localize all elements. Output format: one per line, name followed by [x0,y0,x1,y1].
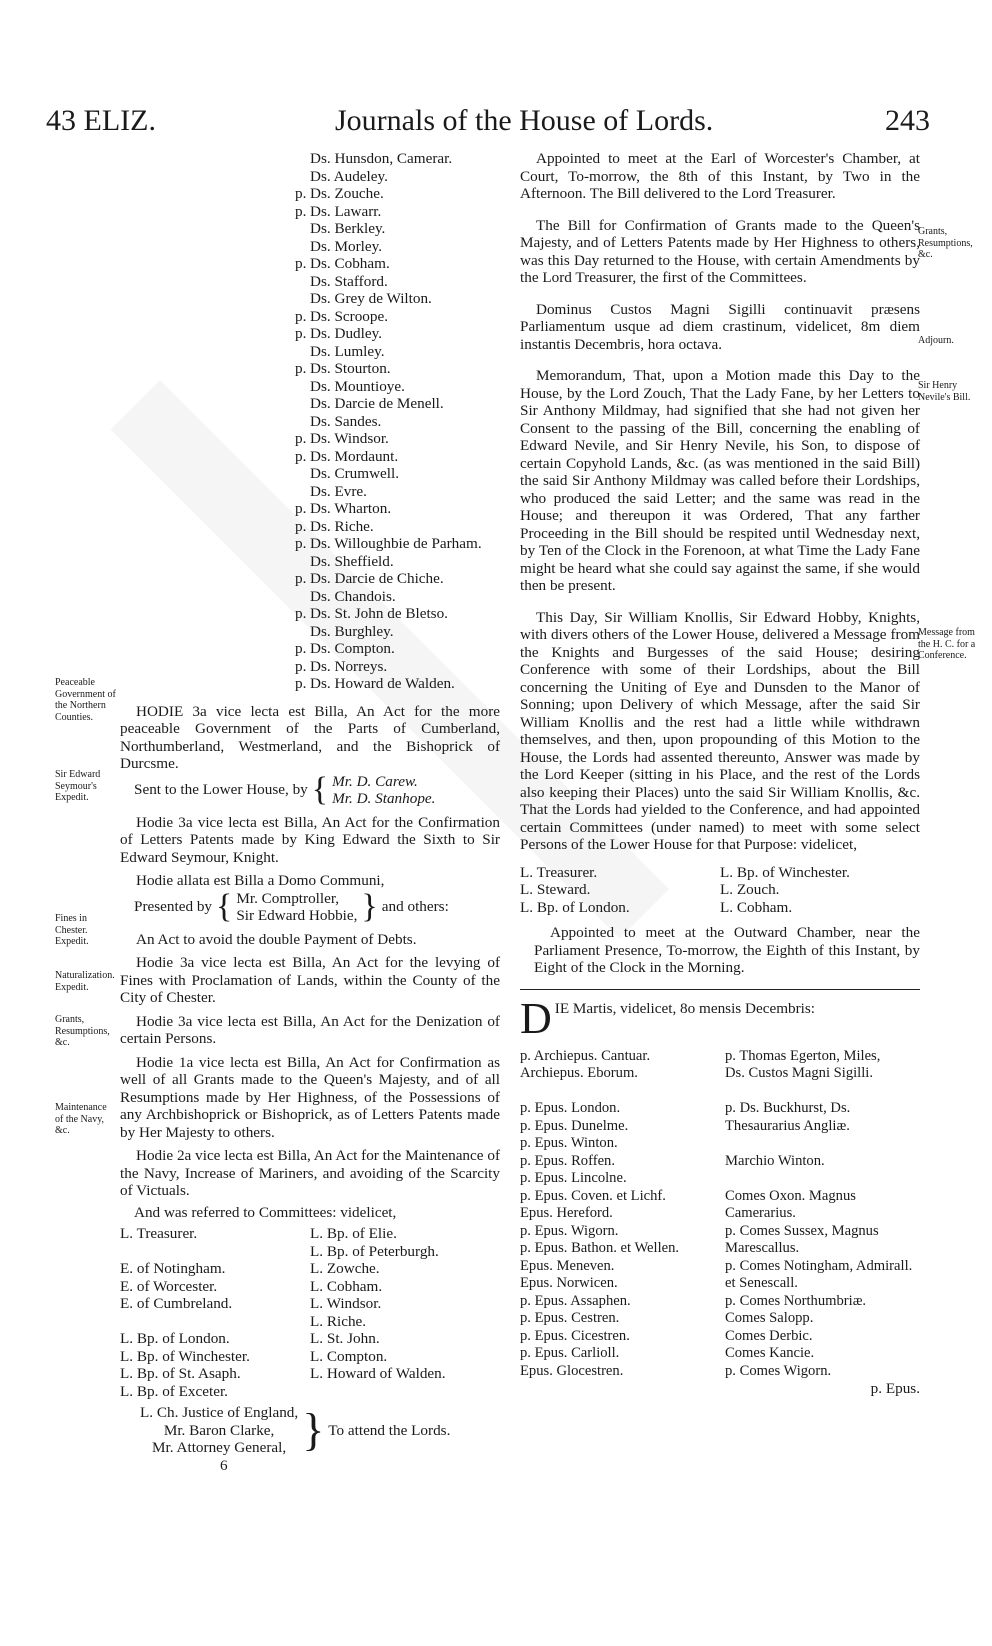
committee-member: E. of Notingham. [120,1260,226,1277]
lord-name: Ds. Sandes. [310,412,382,430]
attendant-attorney: Mr. Attorney General, [152,1439,287,1456]
sent-to-lower-house [134,773,500,808]
margin-note-navy: Maintenance of the Navy, &c. [55,1102,107,1136]
lord-entry [310,588,500,606]
conference-left [520,864,720,917]
lord-entry [310,465,500,483]
lord-entry [310,483,500,501]
sitting-member [520,1083,715,1101]
present-mark: p. [295,360,307,377]
bill-denization: Hodie 3a vice lecta est Billa, An Act for the Denization of certain Persons. [120,1012,500,1047]
lord-name: Ds. Zouche. [310,185,384,202]
present-mark: p. [295,185,307,202]
sitting-member: Comes Salopp. [725,1310,814,1326]
lord-name: Ds. Scroope. [310,307,389,325]
conference-member: L. Zouch. [720,881,780,898]
bill-northern-counties: HODIE 3a vice lecta est Billa, An Act for the more peaceable Government of the Parts of Cumberland, Northumberland, Westmerland, and the Bishoprick of Durcsme. [120,702,500,772]
sitting-member [725,1135,920,1153]
lord-entry [295,570,500,588]
margin-note-adjourn: Adjourn. [918,335,954,346]
sitting-member: p. Comes Wigorn. [725,1362,832,1379]
bill-grants: Hodie 1a vice lecta est Billa, An Act for Confirmation as well of all Grants made to the Queen's Majesty, and of all Resumptions made by Her Highness, of the Possessions of any Archbishoprick or Bishoprick, as of Letters Patents made by Her Majesty to others. [120,1053,500,1141]
committee-member: L. Bp. of St. Asaph. [120,1365,241,1382]
committee-member [120,1313,310,1331]
sent-to-label: Sent to the Lower House, by [134,781,308,799]
sitting-member: p. Epus. Dunelme. [520,1117,629,1134]
lord-name: Ds. Stourton. [310,360,391,377]
brace: { [311,771,329,808]
present-mark: p. [295,447,307,465]
sitting-member: Epus. Meneven. [520,1257,615,1274]
lord-entry [295,605,500,623]
lord-entry [295,430,500,448]
lord-name: Ds. Cobham. [310,255,390,272]
message-commons: This Day, Sir William Knollis, Sir Edward Hobby, Knights, with divers others of the Lower House, delivered a Message from the Knights and Burgesses of the said House; desiring Conference with some of their Lordships, about the Bill concerning the Uniting of Eye and Dunsden to the Manor of Sonning; upon Delivery of which Message, after the said Sir William Knollis and the rest had a little while withdrawn themselves, and then, upon propounding of this Motion to the House, the Lords had assented thereunto, Answer was made by the Lord Keeper (sitting in his Place, and the rest of the Lords also keeping their Places) unto the said Sir William Knollis, &c. That the Lords had yielded to the Conference, and had appointed certain Committees (under named) to meet with some select Persons of the Lower House for that Purpose: videlicet, [520,608,920,853]
lord-name: Ds. Crumwell. [310,465,400,482]
lord-name: Ds. Berkley. [310,220,386,237]
lord-name: Ds. St. John de Bletso. [310,605,448,622]
drop-cap: D [520,993,552,1043]
sitting-member: Epus. Hereford. [520,1205,613,1221]
sitting-member: p. Comes Sussex, Magnus Marescallus. [725,1222,879,1256]
lord-name: Ds. Willoughbie de Parham. [310,535,482,552]
margin-note-peaceable-government: Peaceable Government of the Northern Counties. [55,677,116,723]
conference-member: L. Treasurer. [520,863,598,881]
left-column [120,150,500,1474]
signature-mark: 6 [220,1456,228,1474]
lord-name: Ds. Dudley. [310,325,382,342]
margin-note-seymour: Sir Edward Seymour's Expedit. [55,769,101,803]
lord-entry [310,220,500,238]
sitting-member: p. Epus. London. [520,1100,621,1116]
committee-member: L. Bp. of Winchester. [120,1347,250,1365]
sitting-member: p. Thomas Egerton, Miles, [725,1047,881,1064]
conference-member: L. Bp. of Winchester. [720,863,850,881]
sitting-member: p. Epus. Cicestren. [520,1327,630,1344]
presented-by-label: Presented by [134,898,213,916]
lord-entry [295,307,500,326]
present-mark: p. [295,605,307,622]
bill-fines-chester: Hodie 3a vice lecta est Billa, An Act for the levying of Fines with Proclamation of Lands, within the County of the City of Chester. [120,954,500,1006]
attend-note: To attend the Lords. [328,1421,451,1439]
lord-entry [310,413,500,431]
lord-name: Ds. Norreys. [310,657,388,675]
lord-name: Ds. Grey de Wilton. [310,290,432,307]
lord-name: Ds. Wharton. [310,500,392,517]
bill-seymour: Hodie 3a vice lecta est Billa, An Act for the Confirmation of Letters Patents made by King Edward the Sixth to Sir Edward Seymour, Knight. [120,813,500,866]
conference-member: L. Cobham. [720,898,793,916]
bill-double-payment: An Act to avoid the double Payment of Debts. [136,930,417,948]
sitting-member: p. Epus. Coven. et Lichf. [520,1187,666,1204]
sitting-member: p. Epus. Bathon. et Wellen. [520,1240,680,1256]
sitting-member: p. Epus. Assaphen. [520,1292,631,1309]
present-mark: p. [295,535,307,552]
lord-entry [295,640,500,658]
lord-entry [310,343,500,361]
committee-member [120,1243,310,1261]
present-mark: p. [295,500,307,517]
right-column [520,150,920,1398]
committee-member: L. Riche. [310,1312,367,1330]
lord-name: Ds. Lawarr. [310,202,382,220]
bill-navy: Hodie 2a vice lecta est Billa, An Act for the Maintenance of the Navy, Increase of Mariners, and avoiding of the Scarcity of Victuals. [120,1147,500,1199]
grants-returned: The Bill for Confirmation of Grants made to the Queen's Majesty, and of Letters Patents made by Her Highness to others, was this Day returned to the House, with certain Amendments by the Lord Treasurer, the first of the Committees. [520,216,920,286]
present-mark: p. [295,675,307,692]
committee-member: L. Bp. of London. [120,1330,230,1347]
appointed-outward-chamber: Appointed to meet at the Outward Chamber, near the Parliament Presence, To-morrow, the Eighth of this Instant, by Eight of the Clock in the Morning. [534,924,920,976]
present-mark: p. [295,640,307,657]
sitting-member: Ds. Custos Magni Sigilli. [725,1065,873,1081]
lord-entry [310,273,500,291]
lord-name: Ds. Audeley. [310,167,388,185]
committees-left [120,1225,310,1400]
header-title: Journals of the House of Lords. [335,104,714,137]
sitting-member: Comes Oxon. Magnus Camerarius. [725,1187,856,1221]
lord-entry [310,623,500,641]
present-mark: p. [295,570,307,587]
page-number: 243 [885,104,930,137]
lord-name: Ds. Morley. [310,237,382,255]
lord-entry [295,447,500,466]
conference-committees [520,864,920,917]
attendants: L. Ch. Justice of England, Mr. Baron Clarke, Mr. Attorney General, } To attend the Lords. [140,1404,451,1456]
catchword: p. Epus. [870,1380,920,1397]
attendant-chief-justice: L. Ch. Justice of England, [140,1404,299,1421]
lord-entry [295,535,500,553]
sitting-member: p. Epus. Cestren. [520,1310,620,1326]
sitting-right [725,1048,920,1381]
attendant-baron-clarke: Mr. Baron Clarke, [163,1421,275,1439]
sitting-member: p. Epus. Winton. [520,1135,618,1151]
bill-from-commons: Hodie allata est Billa a Domo Communi, [136,872,385,889]
lord-name: Ds. Sheffield. [310,552,394,570]
margin-note-grants-right: Grants, Resumptions, &c. [918,226,973,260]
lord-entry [295,325,500,343]
lords-present-list [295,150,500,693]
committee-member: L. Windsor. [310,1295,382,1312]
committee-member: L. Zowche. [310,1260,380,1277]
sitting-member: Marchio Winton. [725,1152,825,1169]
lord-entry [295,657,500,676]
lord-name: Ds. Evre. [310,482,367,500]
lord-name: Ds. Windsor. [310,430,389,447]
lord-name: Ds. Chandois. [310,587,396,605]
lord-entry [310,553,500,571]
lord-name: Ds. Burghley. [310,622,394,640]
lord-entry [295,675,500,693]
lord-entry [295,202,500,221]
lord-name: Ds. Howard de Walden. [310,675,455,692]
sitting-member: p. Epus. Roffen. [520,1152,615,1169]
lord-entry [310,238,500,256]
committee-member: E. of Cumbreland. [120,1295,233,1312]
present-mark: p. [295,307,307,325]
lord-entry [310,290,500,308]
sitting-member [725,1170,920,1188]
committee-member: E. of Worcester. [120,1277,218,1295]
sitting-member: Comes Derbic. [725,1327,813,1344]
lord-name: Ds. Hunsdon, Camerar. [310,150,453,167]
lord-name: Ds. Stafford. [310,272,388,290]
margin-note-fines-chester: Fines in Chester. Expedit. [55,913,89,947]
lord-entry [295,517,500,536]
lord-name: Ds. Mordaunt. [310,447,399,465]
committee-member: L. Bp. of Elie. [310,1225,397,1242]
sitting-member: Comes Kancie. [725,1345,815,1361]
committee-member: L. Bp. of Exceter. [120,1382,228,1400]
lord-entry [310,378,500,396]
messenger-carew: Mr. D. Carew. [332,772,418,790]
messenger-stanhope: Mr. D. Stanhope. [332,790,436,807]
sitting-member: p. Epus. Carlioll. [520,1345,620,1361]
committees-right [310,1225,500,1400]
memorandum-fane: Memorandum, That, upon a Motion made this Day to the House, by the Lord Zouch, That the Lady Fane, by her Letters to Sir Anthony Mildmay, had signified that she had not given her Consent to the passing of the Bill, concerning the enabling of Edward Nevile, and Sir Henry Nevile, his Son, to dispose of certain Copyhold Lands, &c. (as was mentioned in the said Bill) the said Sir Anthony Mildmay was called before their Lordships, who produced the said Letter; and the same was read in the House; and thereupon it was Ordered, That any farther Proceeding in the Bill should be respited until Wednesday next, by Ten of the Clock in the Forenoon, at what Time the Lady Fane might be heard what she could say against the same, if she would then be present. [520,367,920,594]
sitting-member: p. Epus. Lincolne. [520,1170,627,1186]
conference-right [720,864,920,917]
sitting-left [520,1048,715,1381]
present-mark: p. [295,255,307,272]
present-mark: p. [295,517,307,535]
conference-member: L. Steward. [520,881,591,898]
committee-member: L. Cobham. [310,1277,383,1295]
lord-name: Ds. Darcie de Menell. [310,395,444,412]
appointed-worcester: Appointed to meet at the Earl of Worcester's Chamber, at Court, To-morrow, the 8th of this Instant, by Two in the Afternoon. The Bill delivered to the Lord Treasurer. [520,150,920,202]
lord-name: Ds. Lumley. [310,342,385,360]
sitting-member: Epus. Norwicen. [520,1275,618,1291]
sitting-member: p. Archiepus. Cantuar. [520,1047,651,1064]
sitting-member: p. Comes Notingham, Admirall. et Senescall. [725,1257,913,1291]
navy-committees [120,1225,500,1400]
present-mark: p. [295,325,307,342]
committee-member: L. Bp. of Peterburgh. [310,1242,439,1260]
presented-by: Presented by { Mr. Comptroller, Sir Edward Hobbie, } and others: [134,888,449,925]
sitting-member: p. Ds. Buckhurst, Ds. Thesaurarius Angliæ. [725,1100,851,1134]
committee-member: L. St. John. [310,1330,380,1347]
lord-entry [295,185,500,203]
sitting-member: Archiepus. Eborum. [520,1065,638,1081]
sitting-member: p. Epus. Wigorn. [520,1222,619,1239]
present-mark: p. [295,657,307,675]
committee-member: L. Treasurer. [120,1225,198,1242]
sitting-heading [520,993,920,1043]
lord-entry [295,500,500,518]
sitting-date: IE Martis, videlicet, 8o mensis Decembris: [554,999,816,1017]
conference-member: L. Bp. of London. [520,898,630,916]
margin-note-naturalization: Naturalization. Expedit. [55,970,115,993]
section-rule [520,989,920,990]
margin-note-message: Message from the H. C. for a Conference. [918,627,976,661]
lord-entry [295,360,500,378]
sitting-member [725,1083,920,1101]
present-mark: p. [295,202,307,220]
presenter-comptroller: Mr. Comptroller, [236,889,340,907]
lord-name: Ds. Mountioye. [310,377,405,395]
present-mark: p. [295,430,307,447]
sitting-attendance [520,1048,920,1381]
lord-name: Ds. Compton. [310,640,395,657]
lord-entry [310,150,500,168]
header-regnal-year: 43 ELIZ. [46,104,156,137]
sitting-member: p. Comes Northumbriæ. [725,1292,867,1309]
sitting-member: Epus. Glocestren. [520,1362,624,1379]
lord-entry [310,395,500,413]
and-others: and others: [381,898,449,916]
lord-entry [295,255,500,273]
lord-name: Ds. Darcie de Chiche. [310,570,444,587]
margin-note-nevile-bill: Sir Henry Nevile's Bill. [918,380,971,403]
referred-committees: And was referred to Committees: videlicet, [134,1203,397,1221]
adjournment: Dominus Custos Magni Sigilli continuavit præsens Parliamentum usque ad diem crastinum, videlicet, 8m diem instantis Decembris, hora octava. [520,300,920,353]
lord-entry [310,168,500,186]
margin-note-grants: Grants, Resumptions, &c. [55,1014,110,1048]
committee-member: L. Howard of Walden. [310,1365,446,1382]
committee-member: L. Compton. [310,1347,388,1365]
presenter-hobbie: Sir Edward Hobbie, [236,907,358,924]
lord-name: Ds. Riche. [310,517,374,535]
